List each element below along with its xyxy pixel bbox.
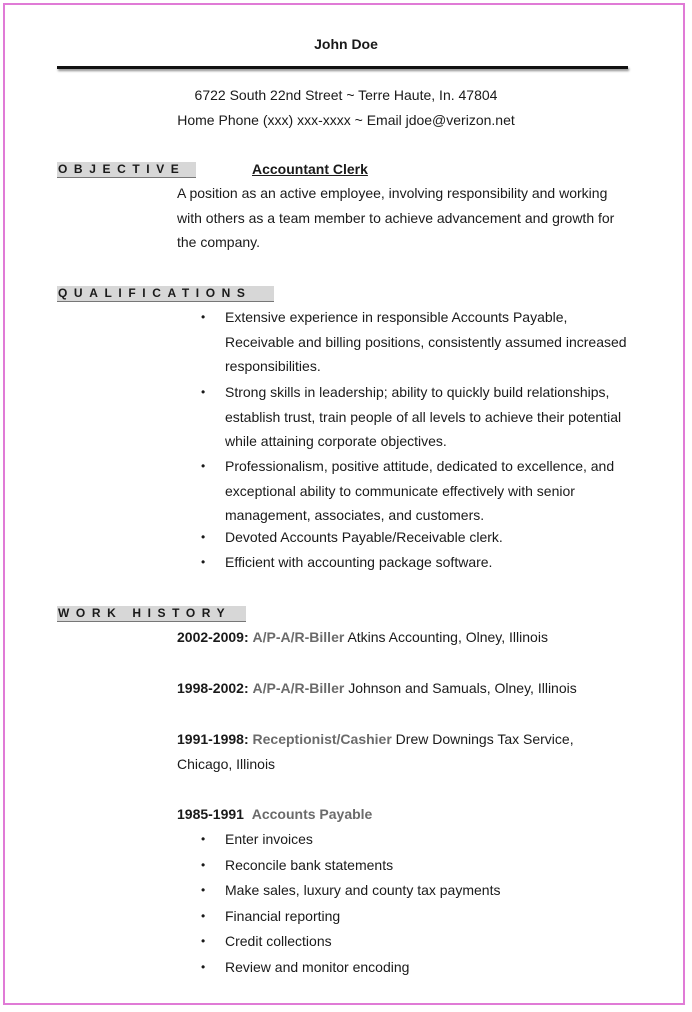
- duty-text: Make sales, luxury and county tax payments: [225, 882, 501, 899]
- objective-line: with others as a team member to achieve advancement and growth for: [177, 209, 615, 226]
- job-role: A/P-A/R-Biller: [252, 629, 345, 645]
- job-dates: 1991-1998:: [177, 731, 249, 747]
- qualification-text: [225, 550, 635, 575]
- job-role: Accounts Payable: [251, 806, 373, 822]
- job-entry: [177, 802, 617, 827]
- qualifications-heading: QUALIFICATIONS: [57, 286, 274, 302]
- qualification-text: [225, 305, 635, 379]
- bullet-icon: •: [201, 883, 206, 898]
- resume-name: John Doe: [314, 36, 378, 52]
- qualification-line: Receivable and billing positions, consistently assumed increased: [225, 333, 627, 350]
- bullet-icon: •: [201, 530, 206, 544]
- qualification-line: Extensive experience in responsible Accounts Payable,: [225, 309, 568, 325]
- duty-text: Review and monitor encoding: [225, 959, 410, 975]
- job-dates: 1985-1991: [177, 806, 244, 822]
- qualification-line: management, associates, and customers.: [225, 507, 485, 523]
- duty-text: Credit collections: [225, 933, 332, 950]
- qualification-line: exceptional ability to communicate effectively with senior: [225, 482, 575, 499]
- job-dates: 1998-2002:: [177, 680, 249, 696]
- qualification-line: Strong skills in leadership; ability to quickly build relationships,: [225, 384, 610, 400]
- qualification-line: establish trust, train people of all levels to achieve their potential: [225, 408, 622, 425]
- bullet-icon: •: [201, 555, 206, 569]
- address-line: 6722 South 22nd Street ~ Terre Haute, In. 47804: [194, 87, 498, 103]
- bullet-icon: •: [201, 459, 206, 473]
- job-company: Atkins Accounting, Olney, Illinois: [347, 629, 548, 645]
- objective-text: [177, 181, 627, 255]
- duty-text: Financial reporting: [225, 907, 341, 924]
- qualification-text: [225, 454, 635, 528]
- objective-heading: OBJECTIVE: [57, 162, 196, 178]
- objective-line: A position as an active employee, involving responsibility and working: [177, 185, 608, 201]
- qualification-line: while attaining corporate objectives.: [225, 433, 447, 449]
- phone-email-line: Home Phone (xxx) xxx-xxxx ~ Email jdoe@verizon.net: [177, 112, 515, 128]
- qualification-line: Professionalism, positive attitude, dedicated to excellence, and: [225, 458, 615, 474]
- bullet-icon: •: [201, 960, 206, 974]
- bullet-icon: •: [201, 385, 206, 399]
- job-entry: [177, 676, 617, 701]
- duty-text: Enter invoices: [225, 831, 313, 847]
- bullet-icon: •: [201, 934, 206, 949]
- duty-text: Reconcile bank statements: [225, 856, 394, 873]
- bullet-icon: •: [201, 857, 206, 872]
- job-company: Drew Downings Tax Service,: [395, 731, 574, 747]
- job-dates: 2002-2009:: [177, 629, 249, 645]
- header-divider: [57, 66, 628, 69]
- work-history-heading: WORK HISTORY: [57, 606, 246, 622]
- job-entry: [177, 727, 617, 776]
- objective-title: Accountant Clerk: [252, 161, 368, 177]
- job-entry: [177, 625, 617, 650]
- job-role: Receptionist/Cashier: [252, 731, 392, 747]
- qualification-line: responsibilities.: [225, 358, 321, 374]
- qualification-text: [225, 525, 635, 550]
- job-role: A/P-A/R-Biller: [252, 680, 345, 696]
- qualification-line: Efficient with accounting package software.: [225, 554, 493, 570]
- bullet-icon: •: [201, 310, 206, 324]
- qualification-text: [225, 380, 635, 454]
- qualification-line: Devoted Accounts Payable/Receivable clerk.: [225, 529, 503, 545]
- bullet-icon: •: [201, 832, 206, 846]
- job-company: Johnson and Samuals, Olney, Illinois: [348, 680, 577, 696]
- bullet-icon: •: [201, 908, 206, 923]
- objective-line: the company.: [177, 234, 261, 250]
- job-company-continued: Chicago, Illinois: [177, 755, 276, 772]
